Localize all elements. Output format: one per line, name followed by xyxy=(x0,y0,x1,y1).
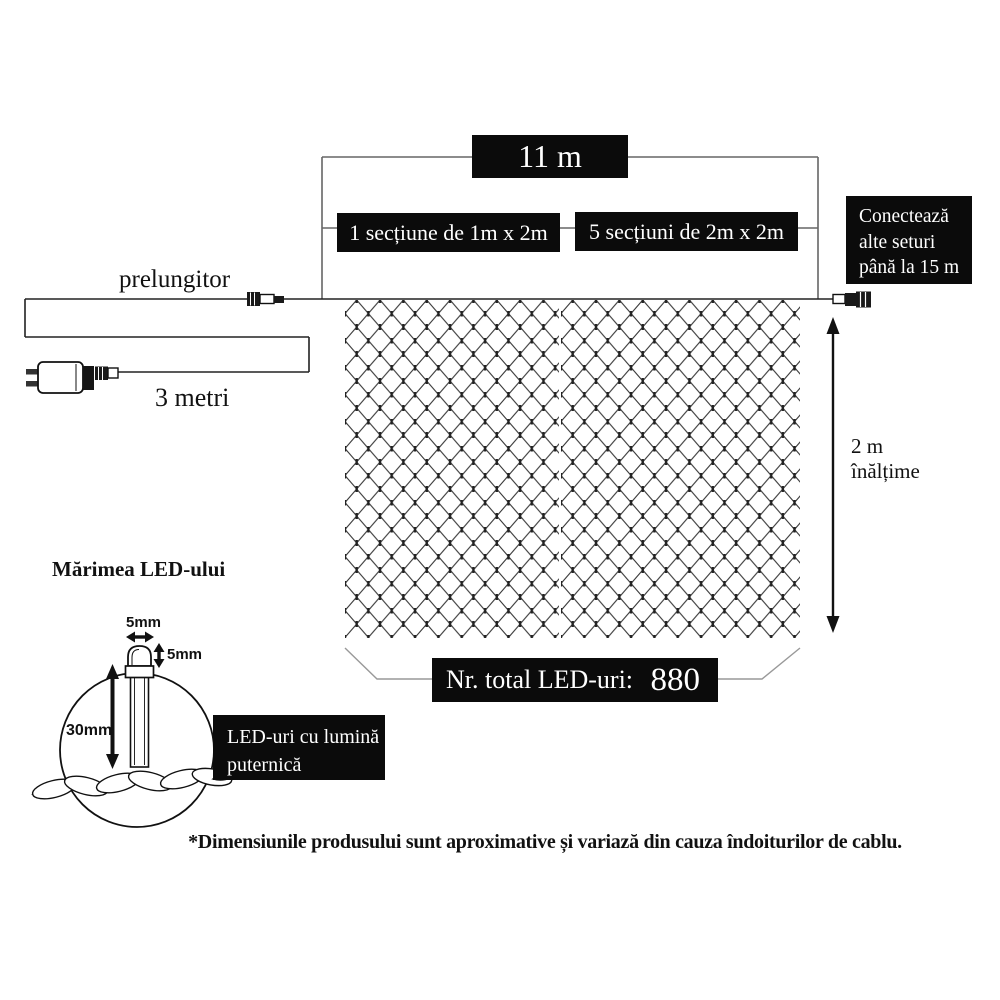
height-unit-label: înălțime xyxy=(851,459,920,483)
total-leds-label: Nr. total LED-uri: xyxy=(446,665,634,694)
led-note-line-1: LED-uri cu lumină xyxy=(227,726,380,748)
led-size-heading: Mărimea LED-ului xyxy=(52,557,226,581)
total-width-box xyxy=(472,135,628,178)
net-graphic xyxy=(345,300,800,638)
led-note-box xyxy=(213,715,385,780)
led-width-label: 5mm xyxy=(126,614,162,631)
total-leds-box xyxy=(432,658,718,702)
section-2-label: 5 secțiuni de 2m x 2m xyxy=(589,218,784,244)
height-arrow xyxy=(827,317,840,633)
power-plug-icon xyxy=(26,362,118,393)
section-1-label: 1 secțiune de 1m x 2m xyxy=(349,219,548,245)
extension-label: prelungitor xyxy=(119,266,231,293)
led-length-label: 30mm xyxy=(66,722,113,739)
led-note-line-2: puternică xyxy=(227,754,302,776)
footnote: *Dimensiunile produsului sunt aproximative și variază din cauza îndoiturilor de cablu. xyxy=(188,831,902,853)
cable-length-label: 3 metri xyxy=(155,383,230,412)
section-2-box xyxy=(575,212,798,251)
connect-note-box xyxy=(846,196,972,284)
total-width-label: 11 m xyxy=(518,138,582,174)
section-1-box xyxy=(337,213,560,252)
extension-cable xyxy=(25,299,309,372)
connect-note-line-2: alte seturi xyxy=(859,231,936,253)
connect-note-line-1: Conectează xyxy=(859,206,949,227)
led-height-label: 5mm xyxy=(167,646,203,663)
led-bulb-diagram xyxy=(126,646,154,767)
height-value: 2 m xyxy=(851,434,884,458)
total-leds-value: 880 xyxy=(650,661,700,698)
cable-connector-right-icon xyxy=(833,292,871,308)
cable-connector-mid-icon xyxy=(247,292,284,306)
connect-note-line-3: până la 15 m xyxy=(859,257,960,278)
